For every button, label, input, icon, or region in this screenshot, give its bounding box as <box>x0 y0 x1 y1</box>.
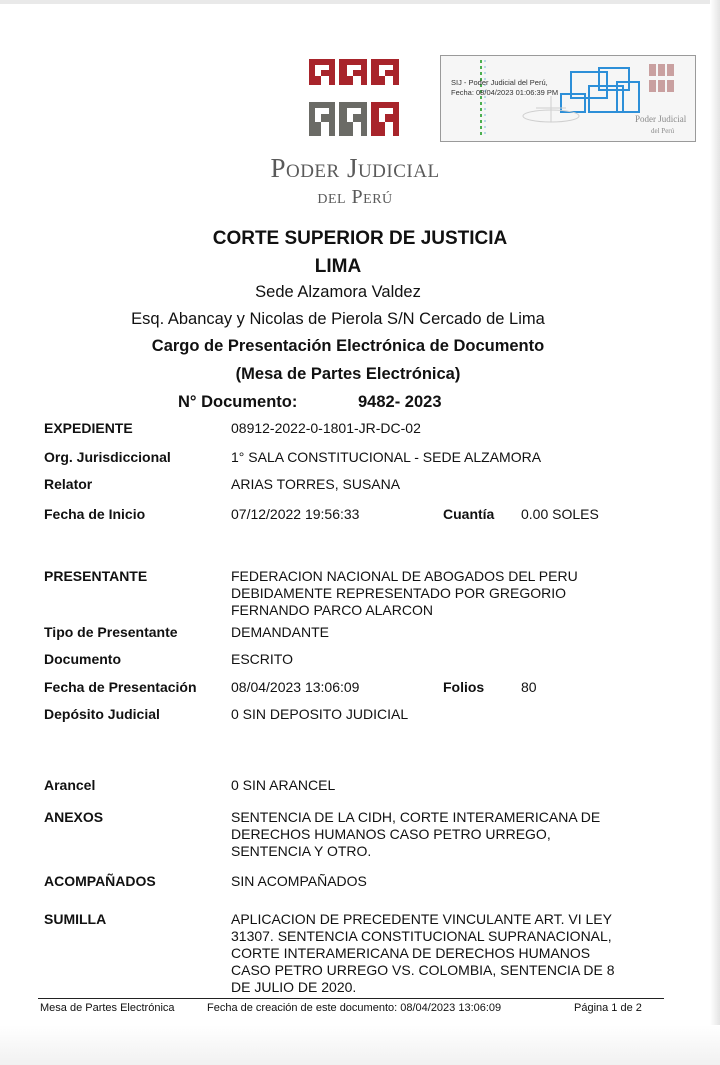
court-title: CORTE SUPERIOR DE JUSTICIA <box>212 228 508 249</box>
organization-name <box>220 152 490 210</box>
court-address: Esq. Abancay y Nicolas de Pierola S/N Cercado de Lima <box>131 310 545 328</box>
tipo-presentante-label: Tipo de Presentante <box>44 624 178 640</box>
document-subtitle: (Mesa de Partes Electrónica) <box>235 365 461 383</box>
page-right-edge <box>710 0 720 1065</box>
footer-divider <box>38 998 664 999</box>
document-number-value: 9482- 2023 <box>358 393 442 411</box>
stamp-line1: SIJ - Poder Judicial del Perú, <box>451 78 548 87</box>
arancel-label: Arancel <box>44 777 96 793</box>
tipo-presentante-value: DEMANDANTE <box>231 624 330 640</box>
anexos-value: SENTENCIA DE LA CIDH, CORTE INTERAMERICANA DE DERECHOS HUMANOS CASO PETRO URREGO, SENTENCIA Y OTRO. <box>231 809 601 859</box>
presentante-label: PRESENTANTE <box>44 568 148 584</box>
document-title: Cargo de Presentación Electrónica de Documento <box>151 337 545 355</box>
document-number-label: N° Documento: <box>178 393 298 411</box>
footer-page: Página 1 de 2 <box>574 1002 642 1014</box>
fecha-inicio-label: Fecha de Inicio <box>44 506 146 522</box>
expediente-label: EXPEDIENTE <box>44 420 133 436</box>
documento-label: Documento <box>44 651 121 667</box>
sumilla-value: APLICACION DE PRECEDENTE VINCULANTE ART. VI LEY 31307. SENTENCIA CONSTITUCIONAL SUPRANACIONAL, CORTE INTERAMERICANA DE DERECHOS HUMANOS CASO PETRO URREGO VS. COLOMBIA, SENTENCIA DE 8 DE JULIO DE 2020. <box>231 911 615 995</box>
page-bottom-edge <box>0 1025 720 1065</box>
acompanados-label: ACOMPAÑADOS <box>44 873 156 889</box>
documento-value: ESCRITO <box>231 651 293 667</box>
org-jurisdiccional-value: 1° SALA CONSTITUCIONAL - SEDE ALZAMORA <box>231 449 542 465</box>
poder-judicial-logo <box>305 56 405 142</box>
court-city: LIMA <box>314 256 362 277</box>
stamp-text <box>451 78 558 98</box>
presentante-value: FEDERACION NACIONAL DE ABOGADOS DEL PERU DEBIDAMENTE REPRESENTADO POR GREGORIO FERNANDO PARCO ALARCON <box>231 568 578 618</box>
fecha-inicio-value: 07/12/2022 19:56:33 <box>231 506 360 522</box>
deposito-value: 0 SIN DEPOSITO JUDICIAL <box>231 706 409 722</box>
organization-name-line2: del Perú <box>317 186 393 208</box>
folios-value: 80 <box>521 679 537 695</box>
footer-source: Mesa de Partes Electrónica <box>40 1002 175 1014</box>
court-sede: Sede Alzamora Valdez <box>255 283 421 301</box>
stamp-logo-line1: Poder Judicial <box>635 114 687 124</box>
sumilla-label: SUMILLA <box>44 911 107 927</box>
organization-name-line1: Poder Judicial <box>270 153 440 183</box>
stamp-logo-line2: del Perú <box>651 127 675 135</box>
org-jurisdiccional-label: Org. Jurisdiccional <box>44 449 171 465</box>
signature-graphic <box>441 56 695 141</box>
fecha-presentacion-value: 08/04/2023 13:06:09 <box>231 679 360 695</box>
page-top-edge <box>0 0 720 4</box>
stamp-line2: Fecha: 08/04/2023 01:06:39 PM <box>451 88 559 97</box>
folios-label: Folios <box>443 679 485 695</box>
relator-value: ARIAS TORRES, SUSANA <box>231 476 401 492</box>
relator-label: Relator <box>44 476 93 492</box>
anexos-label: ANEXOS <box>44 809 104 825</box>
digital-signature-stamp <box>440 55 696 142</box>
footer-created: Fecha de creación de este documento: 08/04/2023 13:06:09 <box>207 1002 502 1014</box>
cuantia-value: 0.00 SOLES <box>521 506 599 522</box>
expediente-value: 08912-2022-0-1801-JR-DC-02 <box>231 420 421 436</box>
cuantia-label: Cuantía <box>443 506 495 522</box>
arancel-value: 0 SIN ARANCEL <box>231 777 336 793</box>
fecha-presentacion-label: Fecha de Presentación <box>44 679 197 695</box>
deposito-label: Depósito Judicial <box>44 706 160 722</box>
acompanados-value: SIN ACOMPAÑADOS <box>231 873 367 889</box>
